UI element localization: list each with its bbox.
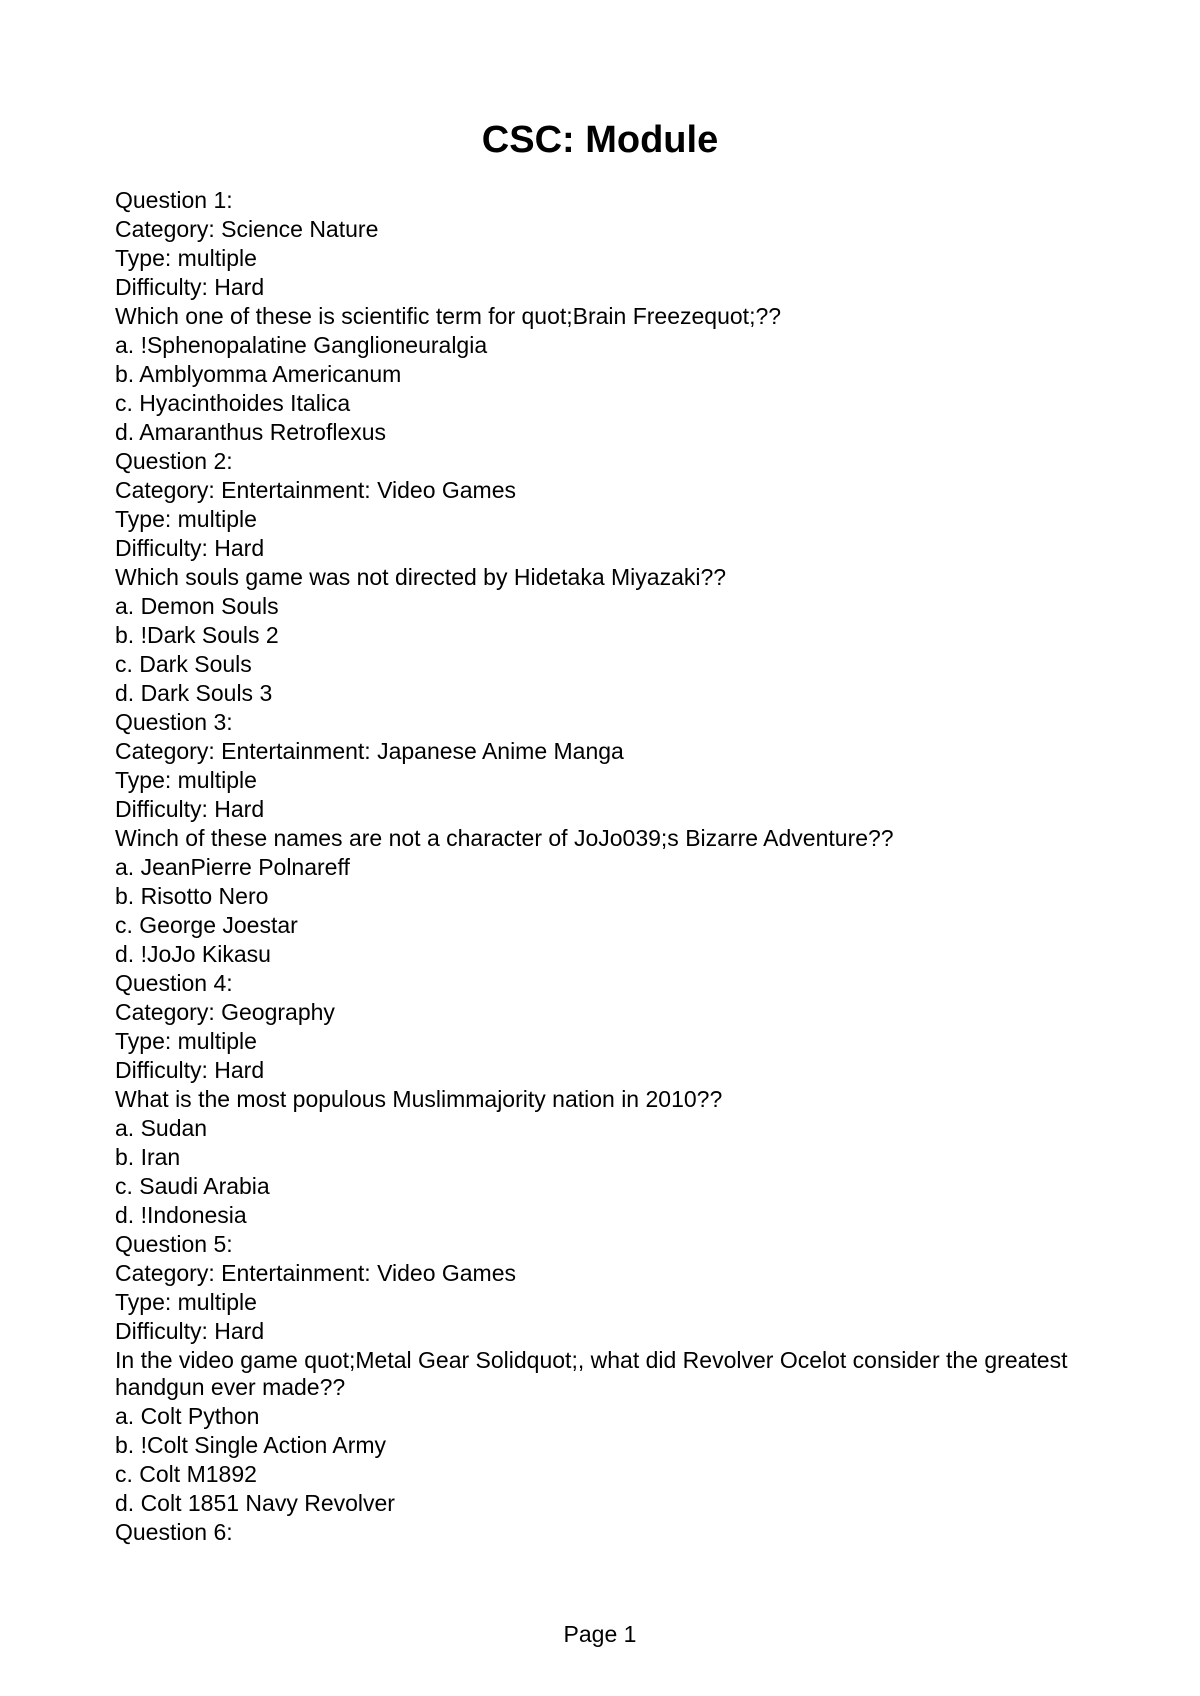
question-type: Type: multiple bbox=[115, 245, 257, 271]
answer-option: d. !Indonesia bbox=[115, 1202, 247, 1228]
answer-option: d. Colt 1851 Navy Revolver bbox=[115, 1490, 395, 1516]
answer-option: b. !Colt Single Action Army bbox=[115, 1432, 387, 1458]
question-type: Type: multiple bbox=[115, 1289, 257, 1315]
question-heading: Question 4: bbox=[115, 970, 233, 996]
answer-option: b. !Dark Souls 2 bbox=[115, 622, 279, 648]
question-block bbox=[115, 1230, 1075, 1518]
question-block bbox=[115, 969, 1075, 1230]
question-heading: Question 5: bbox=[115, 1231, 233, 1257]
answer-option: c. Hyacinthoides Italica bbox=[115, 390, 351, 416]
question-difficulty: Difficulty: Hard bbox=[115, 274, 265, 300]
question-block bbox=[115, 186, 1075, 447]
answer-option: c. Dark Souls bbox=[115, 651, 252, 677]
answer-option: d. Dark Souls 3 bbox=[115, 680, 273, 706]
answer-option: b. Risotto Nero bbox=[115, 883, 269, 909]
question-category: Category: Entertainment: Japanese Anime Manga bbox=[115, 738, 624, 764]
question-difficulty: Difficulty: Hard bbox=[115, 1057, 265, 1083]
question-type: Type: multiple bbox=[115, 767, 257, 793]
question-text: In the video game quot;Metal Gear Solidquot;, what did Revolver Ocelot consider the greatest handgun ever made?? bbox=[115, 1347, 1068, 1400]
question-heading: Question 1: bbox=[115, 187, 233, 213]
question-block bbox=[115, 708, 1075, 969]
answer-option: a. Colt Python bbox=[115, 1403, 260, 1429]
answer-option: a. Sudan bbox=[115, 1115, 208, 1141]
answer-option: d. Amaranthus Retroflexus bbox=[115, 419, 387, 445]
question-text: Which souls game was not directed by Hidetaka Miyazaki?? bbox=[115, 564, 727, 590]
question-text: Winch of these names are not a character of JoJo039;s Bizarre Adventure?? bbox=[115, 825, 894, 851]
question-heading: Question 3: bbox=[115, 709, 233, 735]
question-difficulty: Difficulty: Hard bbox=[115, 535, 265, 561]
question-category: Category: Science Nature bbox=[115, 216, 379, 242]
answer-option: d. !JoJo Kikasu bbox=[115, 941, 271, 967]
answer-option: a. JeanPierre Polnareff bbox=[115, 854, 350, 880]
question-category: Category: Geography bbox=[115, 999, 335, 1025]
page-number: Page 1 bbox=[563, 1621, 637, 1647]
question-block bbox=[115, 447, 1075, 708]
document-title: CSC: Module bbox=[481, 119, 719, 161]
question-list bbox=[115, 186, 1075, 1547]
question-difficulty: Difficulty: Hard bbox=[115, 796, 265, 822]
answer-option: c. George Joestar bbox=[115, 912, 298, 938]
question-type: Type: multiple bbox=[115, 506, 257, 532]
question-category: Category: Entertainment: Video Games bbox=[115, 1260, 517, 1286]
answer-option: b. Iran bbox=[115, 1144, 181, 1170]
answer-option: c. Saudi Arabia bbox=[115, 1173, 270, 1199]
question-category: Category: Entertainment: Video Games bbox=[115, 477, 517, 503]
question-text: What is the most populous Muslimmajority nation in 2010?? bbox=[115, 1086, 723, 1112]
question-type: Type: multiple bbox=[115, 1028, 257, 1054]
question-difficulty: Difficulty: Hard bbox=[115, 1318, 265, 1344]
answer-option: a. !Sphenopalatine Ganglioneuralgia bbox=[115, 332, 488, 358]
question-heading: Question 6: bbox=[115, 1519, 233, 1545]
answer-option: b. Amblyomma Americanum bbox=[115, 361, 402, 387]
answer-option: a. Demon Souls bbox=[115, 593, 279, 619]
question-text: Which one of these is scientific term for quot;Brain Freezequot;?? bbox=[115, 303, 782, 329]
question-heading: Question 2: bbox=[115, 448, 233, 474]
answer-option: c. Colt M1892 bbox=[115, 1461, 257, 1487]
